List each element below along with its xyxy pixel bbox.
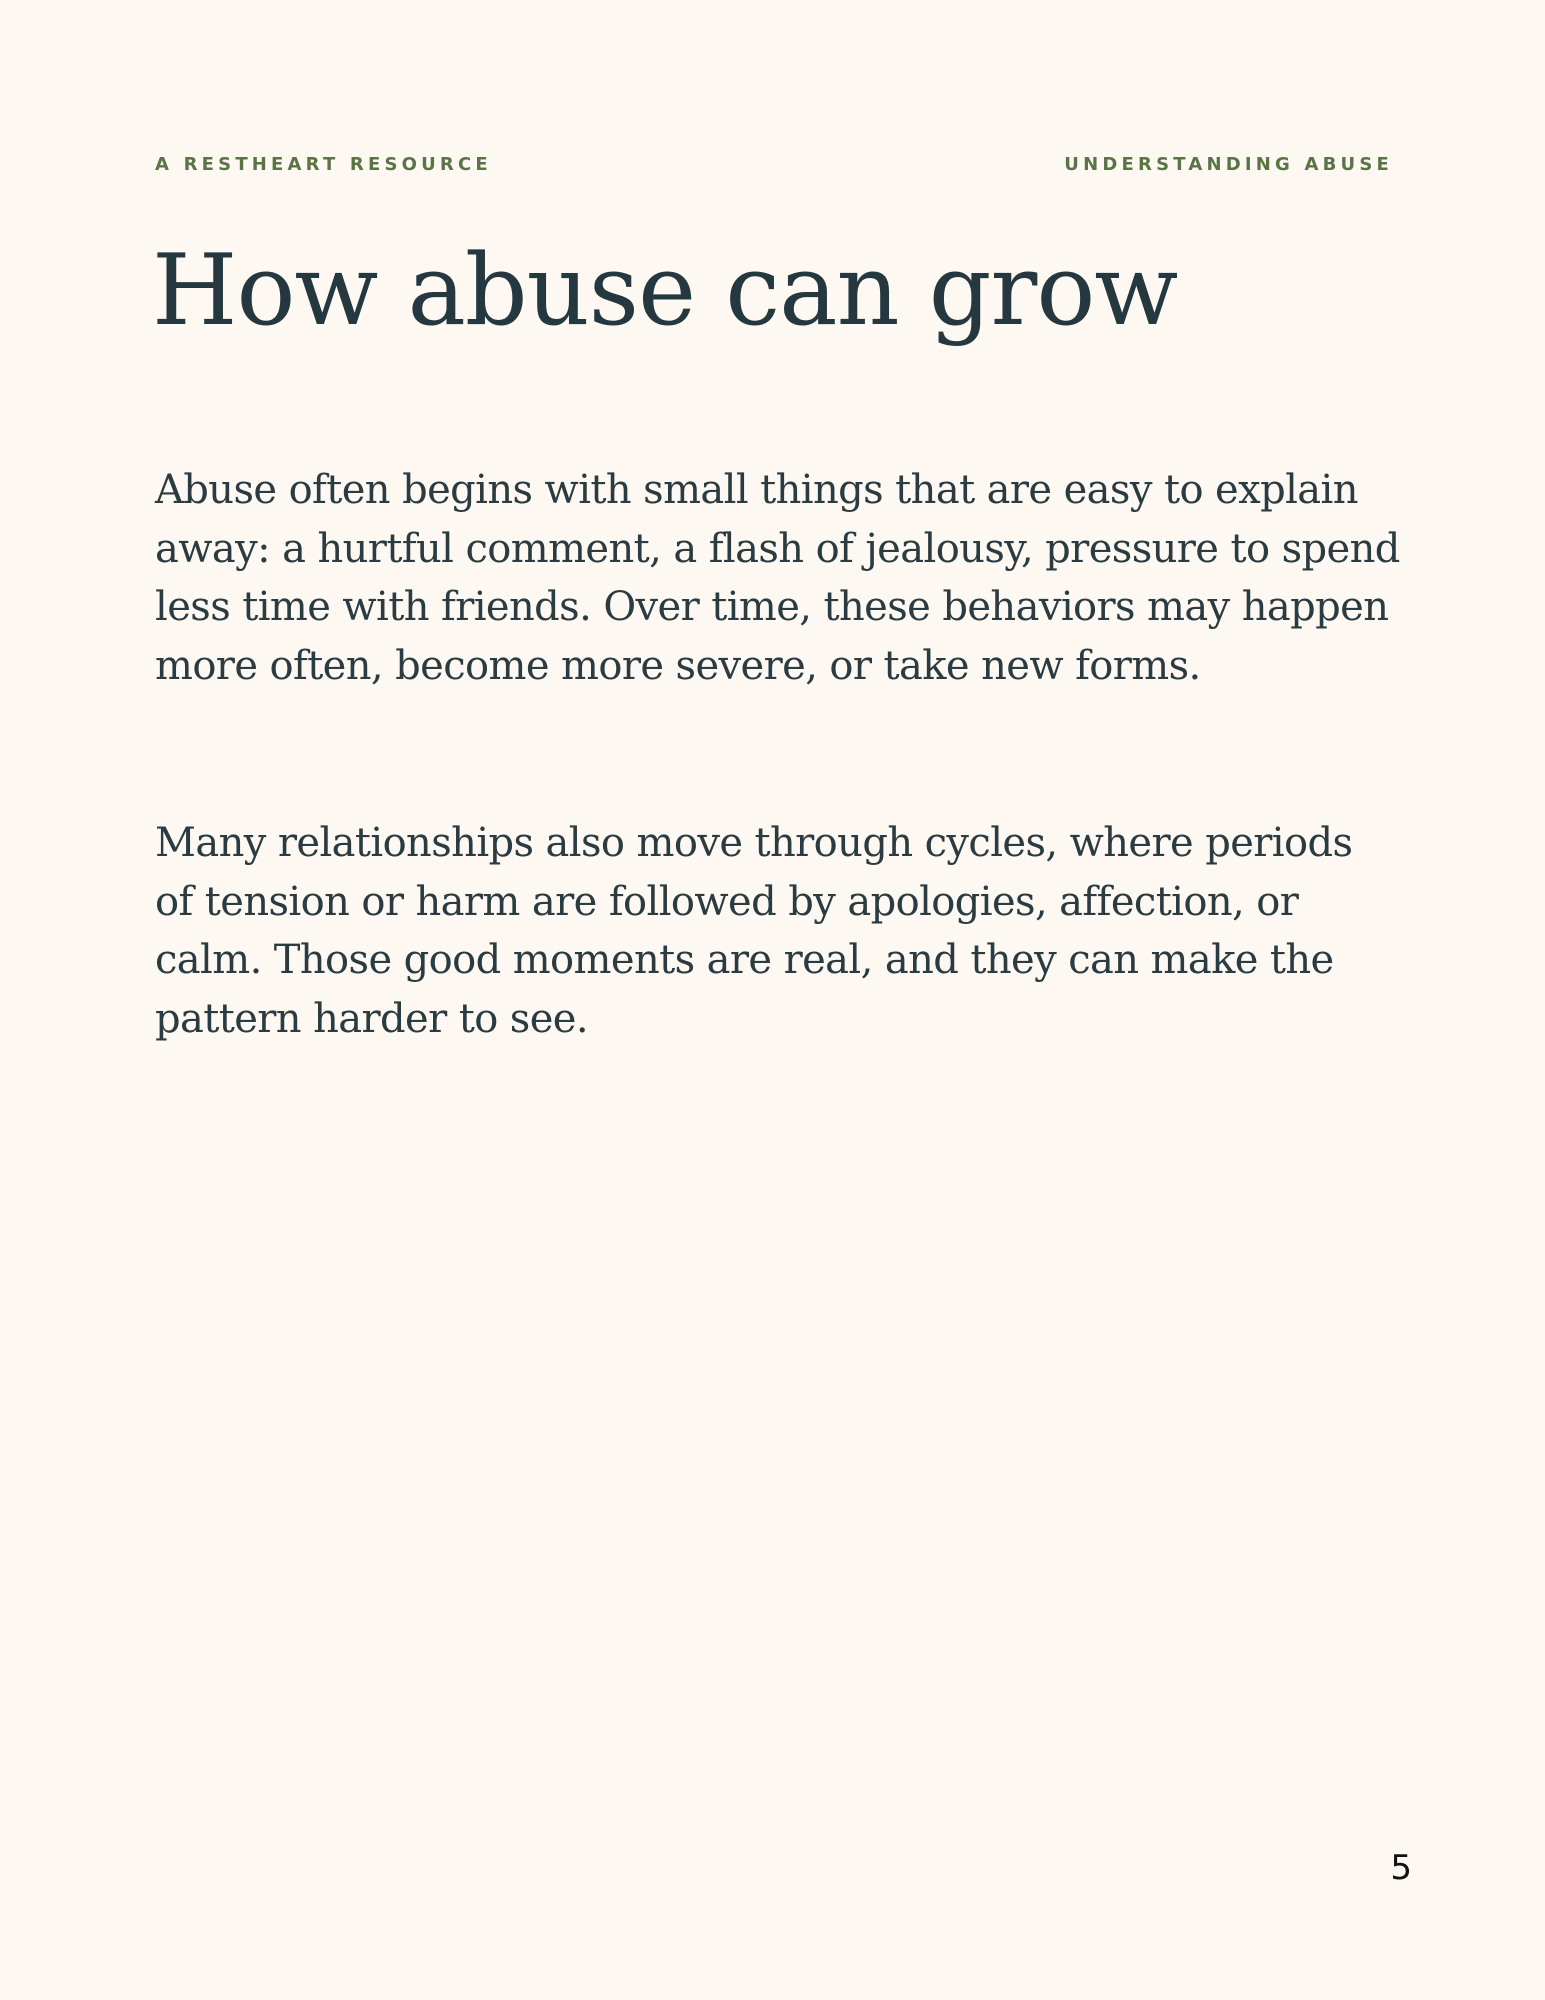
page-number: 5 xyxy=(1390,1848,1412,1888)
body-paragraph-1: Abuse often begins with small things that are easy to explain away: a hurtful comment, a flash of jealousy, pressure to spend less time with friends. Over time, these behaviors may happen more often, become more severe, or take new forms. xyxy=(155,467,1400,689)
running-header-left: A RESTHEART RESOURCE xyxy=(155,154,492,175)
body-paragraph-2: Many relationships also move through cycles, where periods of tension or harm are followed by apologies, affection, or calm. Those good moments are real, and they can make the pattern harder to see. xyxy=(155,820,1353,1042)
running-header-right: UNDERSTANDING ABUSE xyxy=(1064,154,1393,175)
page-title: How abuse can grow xyxy=(152,234,1178,348)
